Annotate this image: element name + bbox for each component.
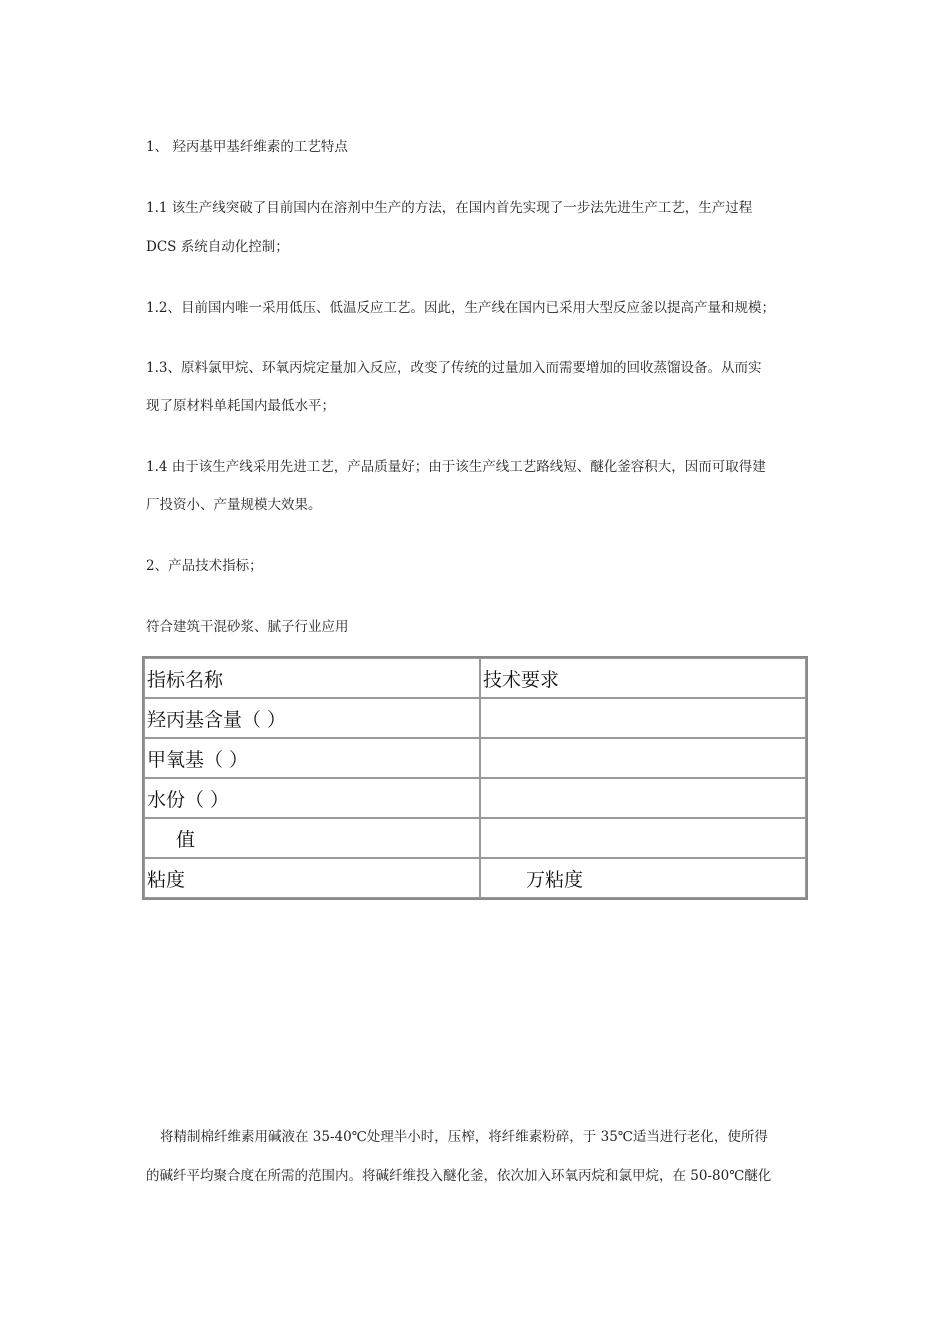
table-cell: [480, 778, 806, 818]
table-row: [144, 738, 806, 778]
paragraph-1-1-line-1: 1.1 该生产线突破了目前国内在溶剂中生产的方法，在国内首先实现了一步法先进生产工艺，生产过程: [146, 200, 753, 216]
paragraph-1-4-line-1: 1.4 由于该生产线采用先进工艺，产品质量好；由于该生产线工艺路线短、醚化釜容积大，因而可取得建: [146, 459, 766, 475]
table-header-cell: 技术要求: [480, 658, 806, 698]
section-2-heading: 2、产品技术指标；: [146, 558, 263, 574]
table-cell: [480, 858, 806, 898]
table-cell: [480, 818, 806, 858]
paragraph-1-3-line-2: 现了原材料单耗国内最低水平；: [146, 398, 335, 414]
table-row: [144, 858, 806, 898]
section-1-heading: 1、 羟丙基甲基纤维素的工艺特点: [146, 139, 348, 155]
table-cell-text: 万粘度: [526, 868, 584, 891]
process-line-1: 将精制棉纤维素用碱液在 35-40℃处理半小时，压榨，将纤维素粉碎，于 35℃适当进行老化，使所得: [160, 1129, 768, 1145]
table-cell: [480, 698, 806, 738]
table-cell: [144, 818, 480, 858]
table-cell: 粘度: [144, 858, 480, 898]
spec-table: [142, 656, 808, 900]
table-cell: 羟丙基含量（ ）: [144, 698, 480, 738]
table-row: [144, 778, 806, 818]
table-cell: 甲氧基（ ）: [144, 738, 480, 778]
paragraph-1-4-line-2: 厂投资小、产量规模大效果。: [146, 497, 322, 513]
paragraph-1-1-line-2: DCS 系统自动化控制；: [146, 239, 289, 255]
section-2-note: 符合建筑干混砂浆、腻子行业应用: [146, 619, 349, 635]
table-header-cell: 指标名称: [144, 658, 480, 698]
table-header-row: [144, 658, 806, 698]
paragraph-1-3-line-1: 1.3、原料氯甲烷、环氧丙烷定量加入反应，改变了传统的过量加入而需要增加的回收蒸馏设备。从而实: [146, 360, 762, 376]
paragraph-1-2: 1.2、目前国内唯一采用低压、低温反应工艺。因此，生产线在国内已采用大型反应釜以提高产量和规模；: [146, 300, 775, 316]
process-line-2: 的碱纤平均聚合度在所需的范围内。将碱纤维投入醚化釜，依次加入环氧丙烷和氯甲烷，在 50-80℃醚化: [146, 1168, 772, 1184]
table-row: [144, 818, 806, 858]
table-cell: [480, 738, 806, 778]
table-row: [144, 698, 806, 738]
table-cell: 水份（ ）: [144, 778, 480, 818]
table-cell-text: 值: [176, 828, 196, 851]
